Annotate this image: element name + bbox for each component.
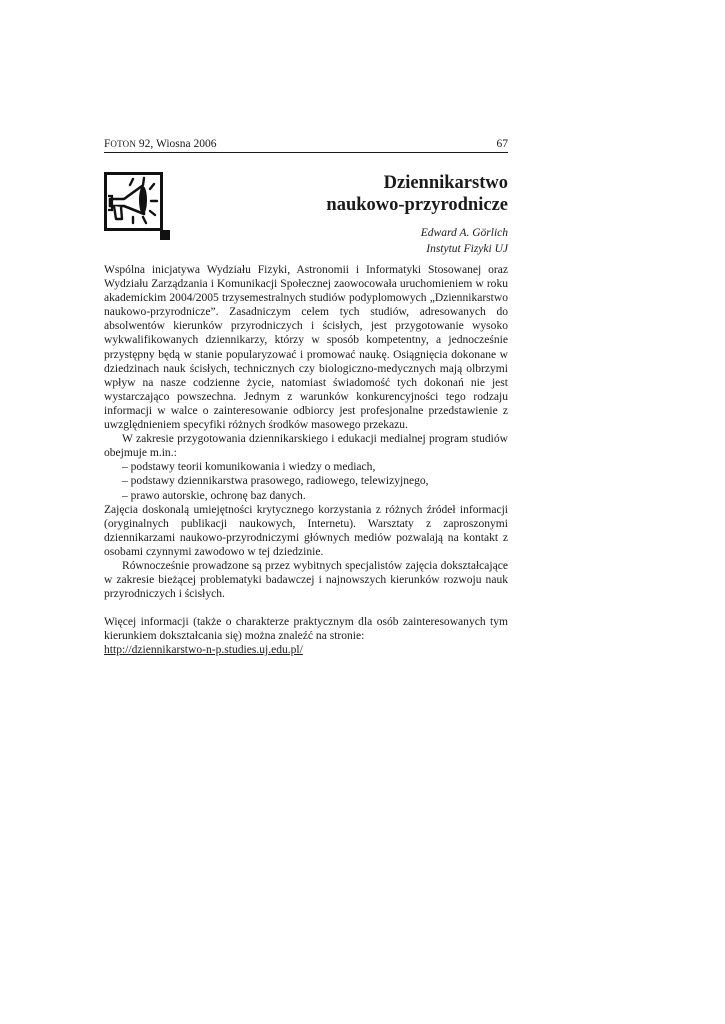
title-block [220, 172, 508, 257]
page-number: 67 [496, 138, 508, 150]
article-body [104, 263, 508, 658]
affiliation: Instytut Fizyki UJ [426, 243, 508, 255]
list-item: – prawo autorskie, ochronę baz danych. [122, 489, 306, 502]
list-item: – podstawy dziennikarstwa prasowego, radiowego, telewizyjnego, [122, 475, 429, 488]
program-list [104, 460, 508, 502]
paragraph-intro: Wspólna inicjatywa Wydziału Fizyki, Astronomii i Informatyki Stosowanej oraz Wydziału Zarządzania i Komunikacji Społecznej zaowocowała uruchomieniem w roku akademickim 2004/2005 trzysemestralnych studiów podyplomowych „Dziennikarstwo naukowo-przyrodnicze”. Zasadniczym celem tych studiów, adresowanych do absolwentów kierunków przyrodniczych i ścisłych, jest przygotowanie wysoko wykwalifikowanych dziennikarzy, którzy w sposób kompetentny, a jednocześnie przystępny będą w stanie popularyzować i promować naukę. Osiągnięcia dokonane w dziedzinach nauk ścisłych, technicznych czy biologiczno-medycznych mają olbrzymi wpływ na nasze codzienne życie, natomiast świadomość tych dokonań nie jest wystarczająco powszechna. Jednym z warunków konkurencyjności tego rodzaju informacji w walce o zainteresowanie odbiorcy jest profesjonalne przedstawienie z uwzględnieniem specyfiki różnych środków masowego przekazu. [104, 264, 508, 432]
paragraph-program: W zakresie przygotowania dziennikarskiego i edukacji medialnej program studiów obejmuje m.in.: [104, 433, 508, 460]
issue-text: 92, Wiosna 2006 [136, 138, 217, 150]
list-item: – podstawy teorii komunikowania i wiedzy o mediach, [122, 461, 376, 474]
running-header [104, 138, 508, 153]
title-line-2: naukowo-przyrodnicze [326, 195, 508, 215]
paragraph-classes: Zajęcia doskonalą umiejętności krytycznego korzystania z różnych źródeł informacji (oryginalnych publikacji naukowych, Internetu). Warsztaty z zaproszonymi dziennikarzami naukowo-przyrodniczymi głównych mediów pozwalają na kontakt z osobami czynnymi zawodowo w tej dziedzinie. [104, 503, 508, 558]
journal-issue [104, 138, 217, 150]
article-title [220, 172, 508, 216]
author: Edward A. Görlich [420, 227, 508, 239]
journal-smallcaps: OTON [110, 139, 137, 149]
title-line-1: Dziennikarstwo [383, 173, 508, 193]
paragraph-more-info: Więcej informacji (także o charakterze praktycznym dla osób zainteresowanych tym kierunkiem dokształcania się) można znaleźć na stronie: [104, 616, 508, 643]
journal-initial: F [104, 138, 111, 150]
spacer [104, 601, 508, 615]
website-link[interactable]: http://dziennikarstwo-n-p.studies.uj.edu.pl/ [104, 644, 303, 657]
megaphone-icon [104, 172, 176, 244]
paragraph-specialists: Równocześnie prowadzone są przez wybitnych specjalistów zajęcia dokształcające w zakresie bieżącej problematyki badawczej i najnowszych kierunków rozwoju nauk przyrodniczych i ścisłych. [104, 559, 508, 601]
